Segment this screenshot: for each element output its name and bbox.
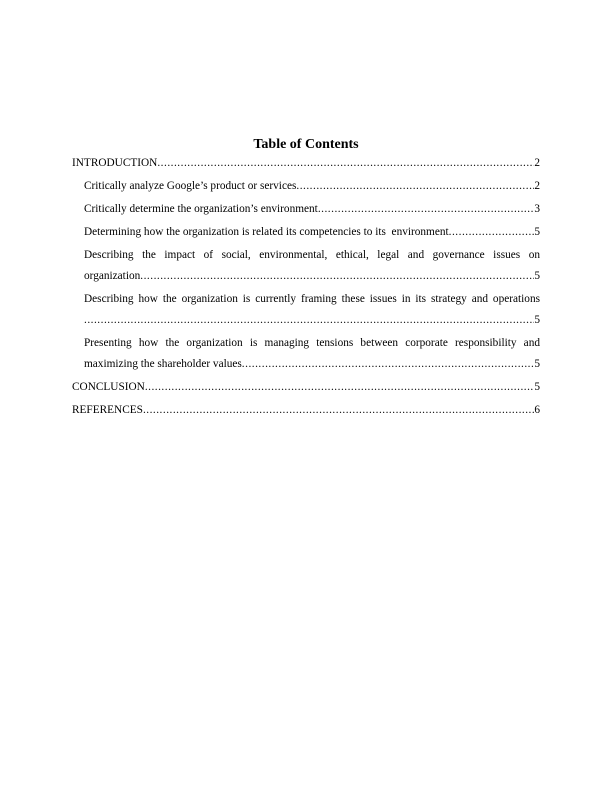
- toc-entry-text-line: Describing how the organization is currently framing these issues in its strategy and operations: [84, 293, 540, 305]
- toc-leader-dots: [143, 403, 534, 417]
- toc-entry-text: maximizing the shareholder values: [84, 358, 242, 370]
- toc-entry-page: 6: [534, 404, 540, 416]
- toc-entry-page: 5: [534, 358, 540, 370]
- toc-entry-text: REFERENCES: [72, 404, 143, 416]
- toc-entry-conclusion[interactable]: [72, 380, 540, 394]
- toc-entry-references[interactable]: [72, 403, 540, 417]
- toc-entry-page: 5: [534, 226, 540, 238]
- toc-leader-dots: [157, 156, 534, 170]
- toc-leader-dots: [242, 357, 535, 371]
- toc-entry-impact-issues[interactable]: [72, 248, 540, 283]
- toc-entry-page: 2: [534, 180, 540, 192]
- toc-leader-dots: [296, 179, 534, 193]
- toc-entry-text-line: Describing the impact of social, environmental, ethical, legal and governance issues on: [84, 249, 540, 261]
- toc-entry-page: 5: [534, 270, 540, 282]
- toc-entry-organization-environment[interactable]: [72, 202, 540, 216]
- toc-leader-dots: [145, 380, 535, 394]
- toc-entry-text: INTRODUCTION: [72, 157, 158, 169]
- toc-entry-text: organization: [84, 270, 141, 282]
- toc-leader-dots: [449, 225, 535, 239]
- toc-entry-text: Critically analyze Google’s product or services: [84, 180, 297, 192]
- toc-entry-text: Determining how the organization is related its competencies to its environment: [84, 226, 449, 238]
- table-of-contents: [72, 156, 540, 426]
- toc-entry-page: 5: [534, 381, 540, 393]
- toc-entry-google-products[interactable]: [72, 179, 540, 193]
- toc-entry-introduction[interactable]: [72, 156, 540, 170]
- toc-title: Table of Contents: [253, 137, 359, 152]
- toc-entry-competencies[interactable]: [72, 225, 540, 239]
- toc-entry-page: 2: [534, 157, 540, 169]
- toc-entry-framing-issues[interactable]: [72, 292, 540, 327]
- toc-entry-text: Critically determine the organization’s environment: [84, 203, 318, 215]
- toc-entry-text: CONCLUSION: [72, 381, 145, 393]
- toc-entry-text-line: Presenting how the organization is managing tensions between corporate responsibility and: [84, 337, 540, 349]
- toc-entry-managing-tensions[interactable]: [72, 336, 540, 371]
- toc-entry-page: 5: [534, 314, 540, 326]
- toc-leader-dots: [84, 313, 534, 327]
- toc-entry-page: 3: [534, 203, 540, 215]
- toc-leader-dots: [318, 202, 535, 216]
- toc-leader-dots: [140, 269, 534, 283]
